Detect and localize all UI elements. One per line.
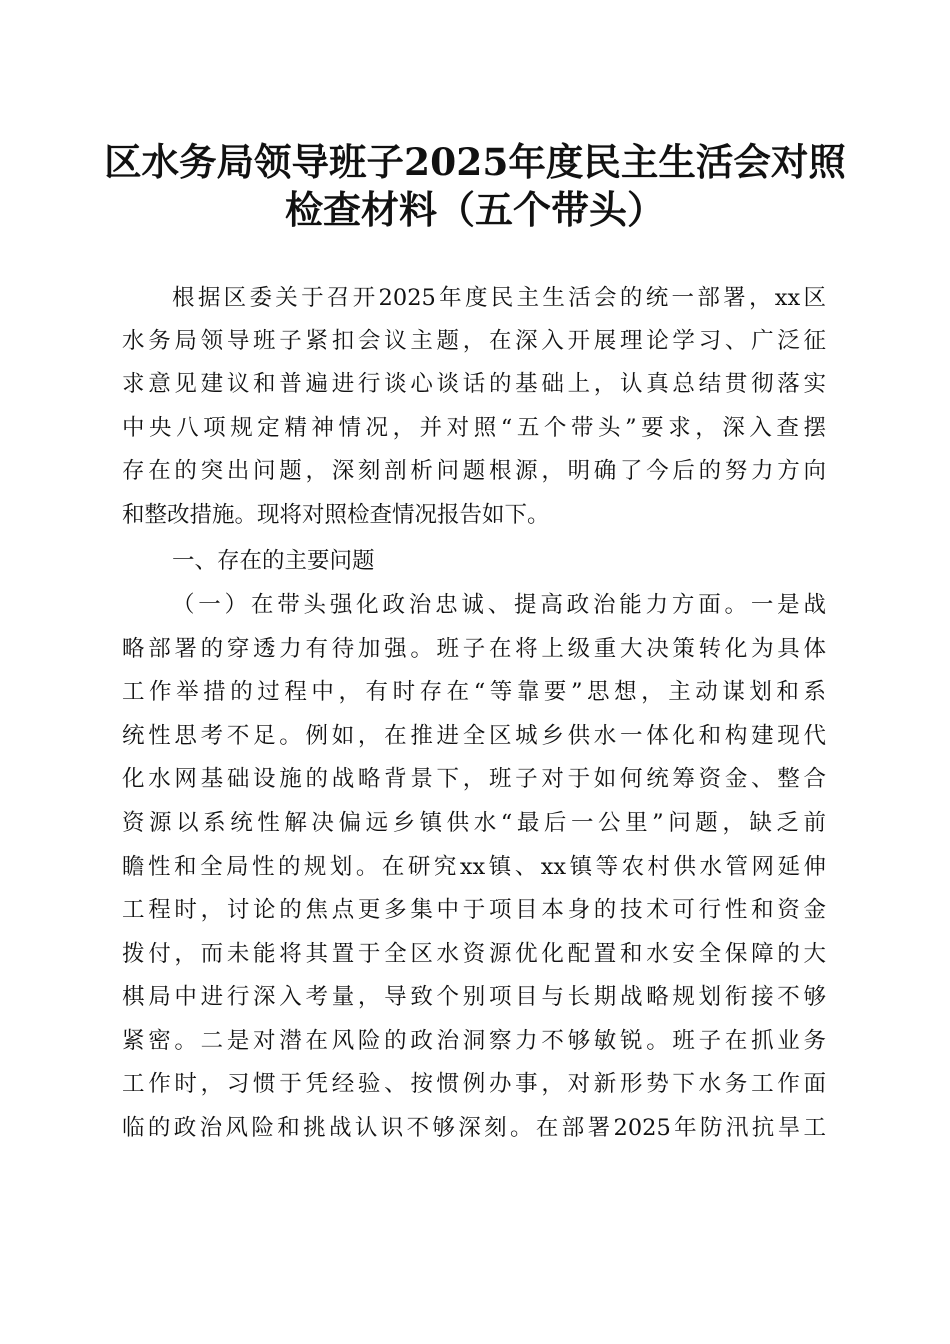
body-paragraph-line: 棋局中进行深入考量，导致个别项目与长期战略规划衔接不够 bbox=[122, 984, 826, 1010]
document-title-line-2: 检查材料（五个带头） bbox=[284, 187, 665, 232]
section-heading: 一、存在的主要问题 bbox=[172, 548, 375, 574]
body-paragraph-line: 略部署的穿透力有待加强。班子在将上级重大决策转化为具体 bbox=[122, 636, 826, 662]
body-paragraph-line: 工作举措的过程中，有时存在“等靠要”思想，主动谋划和系 bbox=[122, 679, 826, 705]
intro-paragraph-line: 存在的突出问题，深刻剖析问题根源，明确了今后的努力方向 bbox=[122, 458, 826, 484]
intro-paragraph-line: 求意见建议和普遍进行谈心谈话的基础上，认真总结贯彻落实 bbox=[122, 371, 826, 397]
intro-paragraph-line: 和整改措施。现将对照检查情况报告如下。 bbox=[122, 502, 550, 528]
body-paragraph-line: 临的政治风险和挑战认识不够深刻。在部署2025年防汛抗旱工 bbox=[122, 1115, 826, 1141]
body-paragraph-line: 统性思考不足。例如，在推进全区城乡供水一体化和构建现代 bbox=[122, 723, 826, 749]
intro-paragraph-line: 根据区委关于召开2025年度民主生活会的统一部署，xx区 bbox=[172, 285, 826, 311]
body-paragraph-line: 瞻性和全局性的规划。在研究xx镇、xx镇等农村供水管网延伸 bbox=[122, 854, 826, 880]
body-paragraph-line: 资源以系统性解决偏远乡镇供水“最后一公里”问题，缺乏前 bbox=[122, 810, 826, 836]
body-paragraph-line: 拨付，而未能将其置于全区水资源优化配置和水安全保障的大 bbox=[122, 941, 826, 967]
body-paragraph-line: 工程时，讨论的焦点更多集中于项目本身的技术可行性和资金 bbox=[122, 897, 826, 923]
body-paragraph-line: （一）在带头强化政治忠诚、提高政治能力方面。一是战 bbox=[172, 592, 826, 618]
body-paragraph-line: 工作时，习惯于凭经验、按惯例办事，对新形势下水务工作面 bbox=[122, 1071, 826, 1097]
body-paragraph-line: 紧密。二是对潜在风险的政治洞察力不够敏锐。班子在抓业务 bbox=[122, 1028, 826, 1054]
intro-paragraph-line: 中央八项规定精神情况，并对照“五个带头”要求，深入查摆 bbox=[122, 415, 826, 441]
document-title-line-1: 区水务局领导班子2025年度民主生活会对照 bbox=[104, 140, 846, 184]
body-paragraph-line: 化水网基础设施的战略背景下，班子对于如何统筹资金、整合 bbox=[122, 766, 826, 792]
intro-paragraph-line: 水务局领导班子紧扣会议主题，在深入开展理论学习、广泛征 bbox=[122, 328, 826, 354]
